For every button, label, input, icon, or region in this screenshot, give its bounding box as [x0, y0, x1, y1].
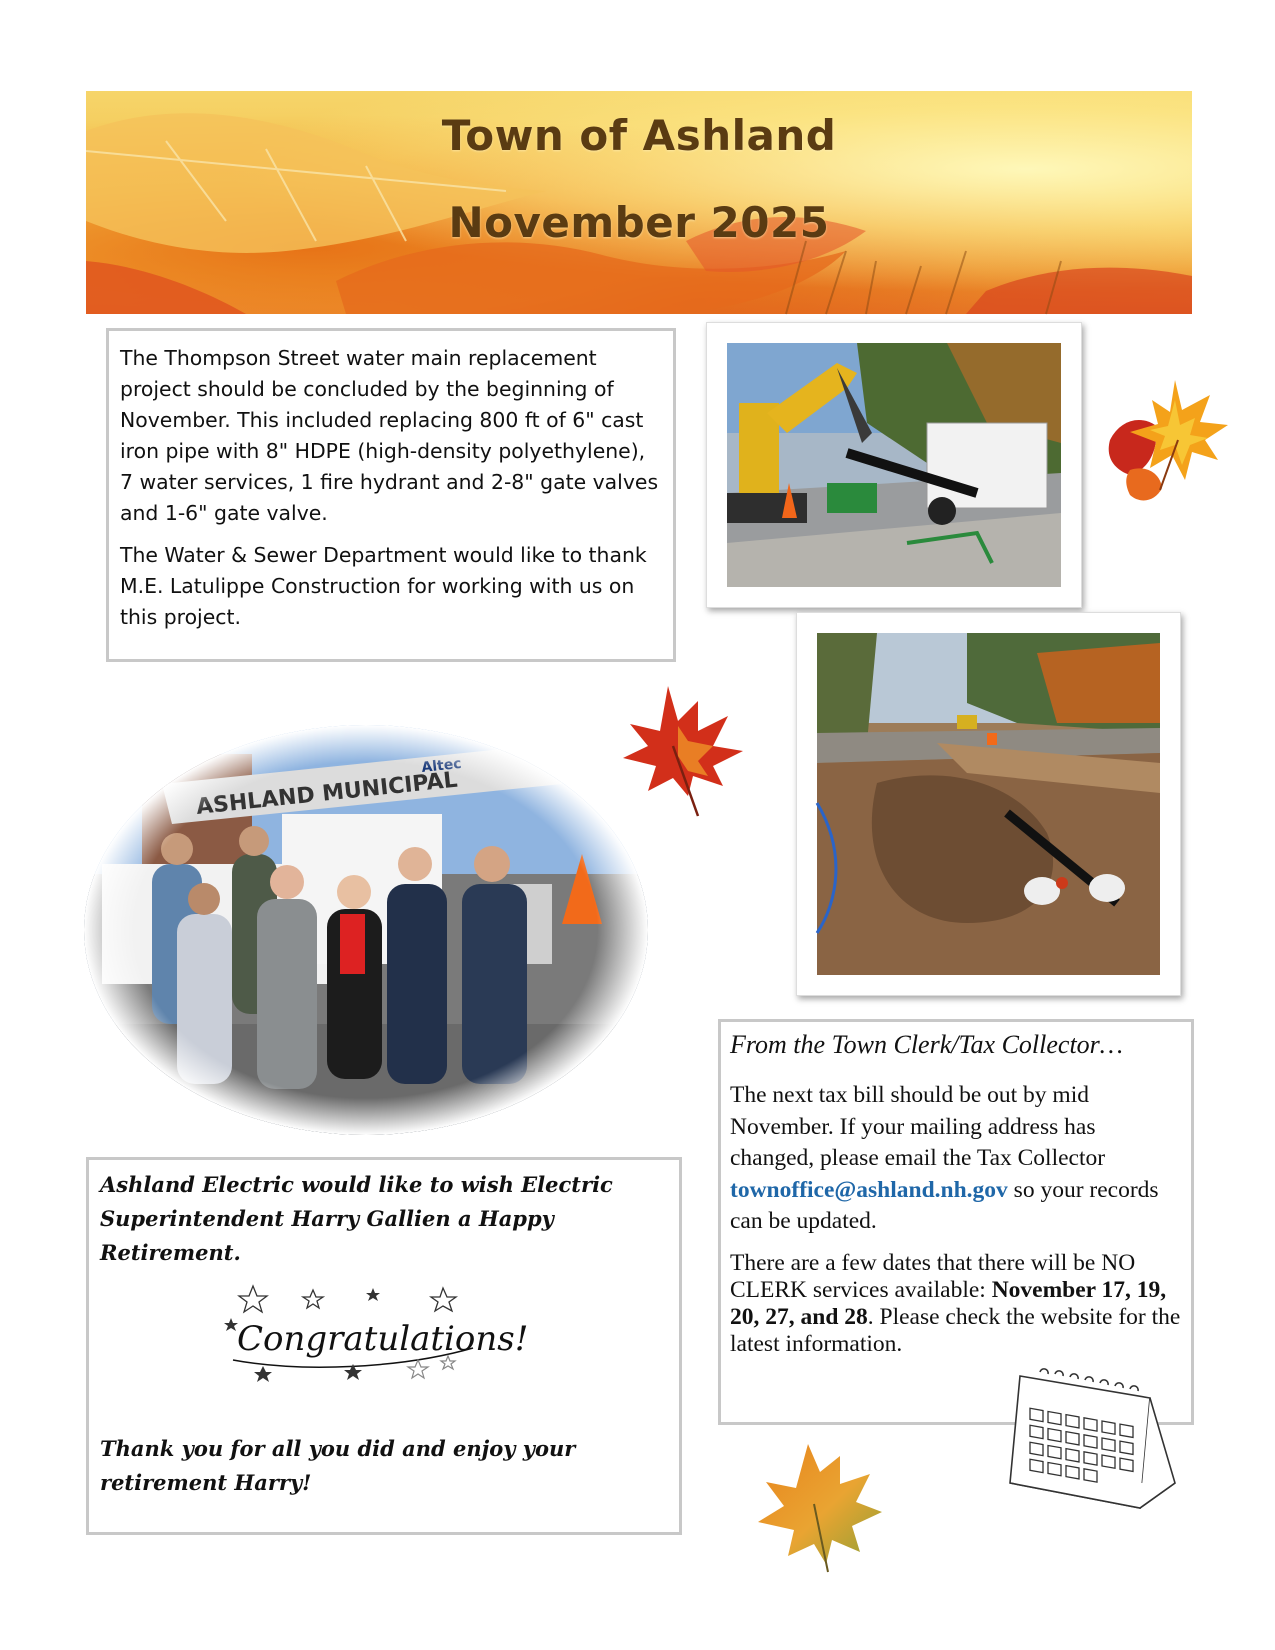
closure-dates: November 17, 19, 20, 27, and 28 — [730, 1276, 1167, 1330]
tax-bill-paragraph — [730, 1080, 1182, 1238]
congratulations-graphic — [223, 1278, 529, 1388]
header-banner — [86, 91, 1192, 314]
retirement-message: Ashland Electric would like to wish Electric Superintendent Harry Gallien a Happy Retirement. — [100, 1172, 613, 1265]
tax-collector-email-link[interactable]: townoffice@ashland.nh.gov — [730, 1176, 1008, 1203]
water-notice-paragraph-1: The Thompson Street water main replacement project should be concluded by the beginning of November. This included replacing 800 ft of 6" cast iron pipe with 8" HDPE (high-density polyethylene), 7 water services, 1 fire hydrant and 2-8" gate valves and 1-6" gate valve. — [120, 346, 659, 525]
page-subtitle: November 2025 — [448, 198, 830, 247]
tax-bill-text: The next tax bill should be out by mid November. If your mailing address has changed, please email the Tax Collector — [730, 1082, 1106, 1171]
desk-calendar-icon — [1000, 1358, 1184, 1518]
closures-text: There are a few dates that there will be NO CLERK services available: — [730, 1249, 1136, 1303]
congrats-text: Congratulations! — [237, 1319, 529, 1359]
closures-text-end: . Please check the website for the latest information. — [730, 1303, 1181, 1357]
excavator-photo-frame — [706, 322, 1082, 608]
ashland-municipal-team-photo — [82, 724, 650, 1136]
page-title: Town of Ashland — [441, 111, 837, 160]
clerk-closures-paragraph — [730, 1250, 1182, 1358]
trench-photo — [817, 633, 1160, 975]
excavator-photo — [727, 343, 1061, 587]
water-notice-paragraph-2: The Water & Sewer Department would like to thank M.E. Latulippe Construction for working with us on this project. — [120, 543, 647, 629]
tax-bill-text-end: so your records can be updated. — [730, 1176, 1159, 1234]
electric-retirement-notice — [86, 1157, 682, 1535]
maple-leaf-cluster-icon — [1100, 380, 1230, 510]
orange-green-leaf-icon — [748, 1444, 884, 1574]
water-main-notice — [106, 328, 676, 662]
trench-photo-frame — [796, 612, 1181, 996]
clerk-heading: From the Town Clerk/Tax Collector… — [730, 1030, 1123, 1059]
red-maple-leaf-icon — [618, 686, 748, 822]
retirement-closing: Thank you for all you did and enjoy your retirement Harry! — [100, 1436, 576, 1495]
